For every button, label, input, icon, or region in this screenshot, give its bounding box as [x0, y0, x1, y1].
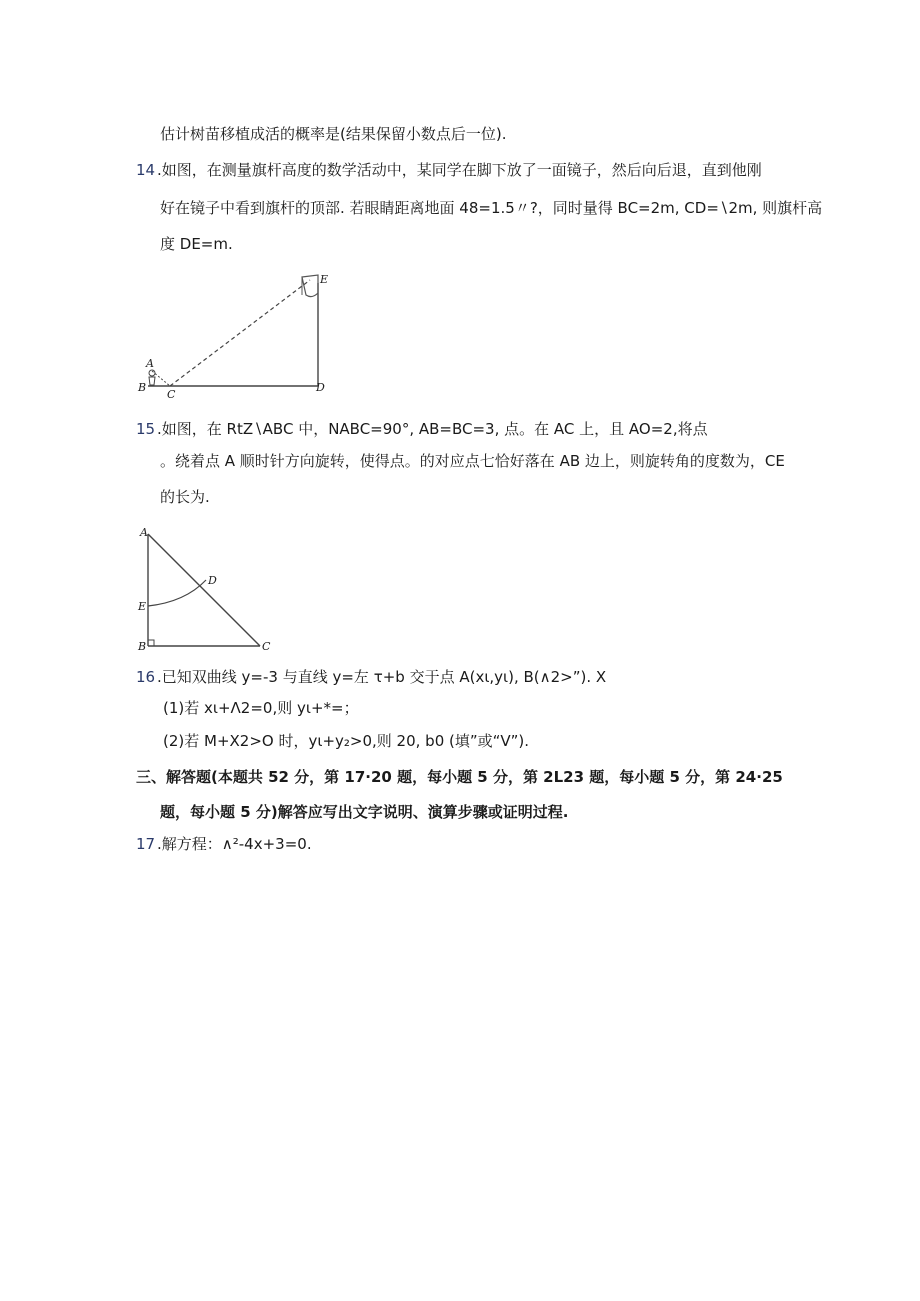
q15-line-2: 。绕着点 A 顺时针方向旋转，使得点。的对应点七恰好落在 AB 边上，则旋转角的度数为，CE	[160, 452, 785, 470]
q16-number: 16	[136, 668, 156, 686]
section-3-heading: 三、解答题(本题共 52 分，第 17·20 题，每小题 5 分，第 2L23 题，每小题 5 分，第 24·25	[136, 768, 783, 786]
q15-label-E: E	[138, 600, 147, 613]
q14-line-2: 好在镜子中看到旗杆的顶部. 若眼睛距离地面 48=1.5〃?，同时量得 BC=2m, CD=∖2m, 则旗杆高	[160, 199, 823, 217]
q17-text: .解方程：∧²-4x+3=0.	[157, 835, 312, 853]
q14-number: 14	[136, 161, 156, 179]
q15-side-AC	[148, 534, 260, 646]
q15-figure	[130, 522, 280, 657]
q15-right-angle	[148, 640, 154, 646]
q16-line-1: .已知双曲线 y=-3 与直线 y=左 τ+b 交于点 A(xι,yι), B(∧2>”). X	[157, 668, 607, 686]
q15-label-A: A	[140, 526, 148, 539]
q16-part-1: (1)若 xι+Λ2=0,则 yι+*=；	[163, 699, 359, 717]
q14-label-C: C	[167, 388, 176, 400]
q15-line-3: 的长为.	[160, 488, 210, 506]
q15-label-C: C	[262, 640, 271, 653]
q13-tail-text: 估计树苗移植成活的概率是(结果保留小数点后一位).	[160, 125, 507, 143]
q15-label-D: D	[208, 574, 217, 587]
q14-label-D: D	[316, 381, 325, 394]
q14-label-E: E	[320, 273, 329, 286]
q15-line-1: .如图，在 RtZ∖ABC 中，NABC=90°, AB=BC=3, 点。在 AC 上，且 AO=2,将点	[157, 420, 708, 438]
q14-sight-line	[170, 280, 310, 386]
q15-label-B: B	[138, 640, 147, 653]
q14-figure	[130, 265, 340, 400]
q14-line-1: .如图，在测量旗杆高度的数学活动中，某同学在脚下放了一面镜子，然后向后退，直到他刚	[157, 161, 762, 179]
q14-label-A: A	[146, 357, 154, 370]
q14-line-3: 度 DE=m.	[160, 235, 233, 253]
q17-number: 17	[136, 835, 156, 853]
q15-number: 15	[136, 420, 156, 438]
q16-part-2: (2)若 M+X2>O 时，yι+y₂>0,则 20, b0 (填”或“V”).	[163, 732, 530, 750]
q14-person-head	[149, 370, 155, 376]
q14-flag	[302, 275, 318, 297]
section-3-instructions: 题，每小题 5 分)解答应写出文字说明、演算步骤或证明过程.	[160, 803, 569, 821]
q14-label-B: B	[138, 381, 147, 394]
